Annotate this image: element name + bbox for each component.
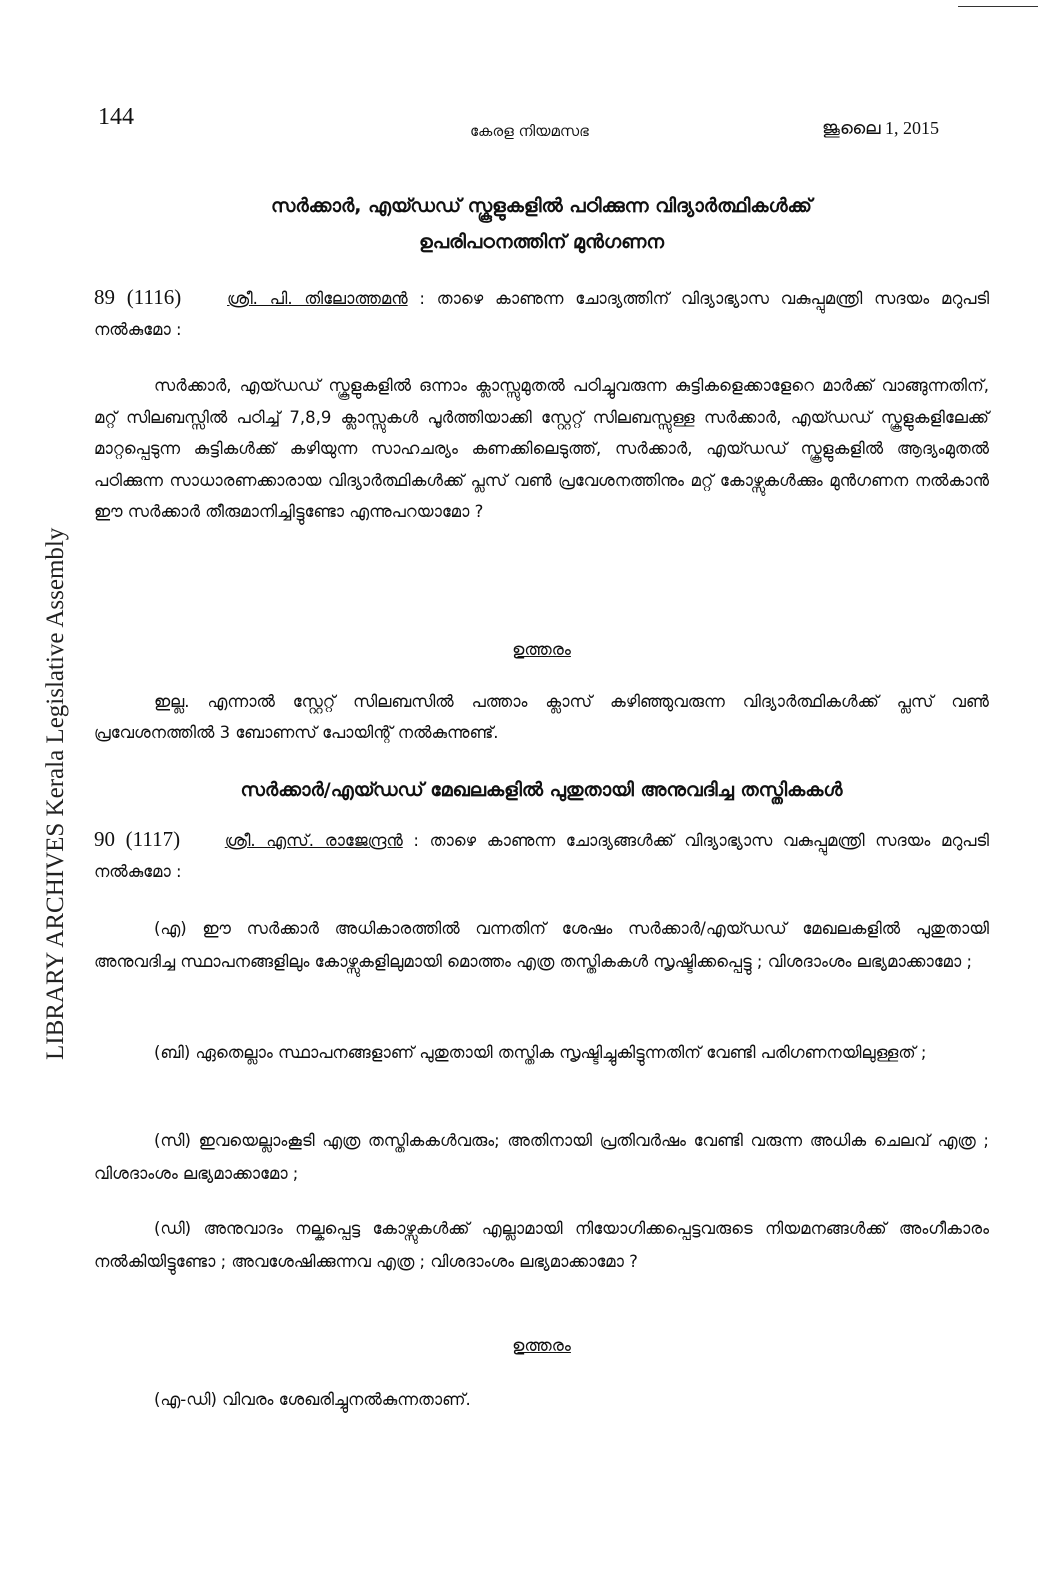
q90-item-a: (എ) ഈ സർക്കാർ അധികാരത്തിൽ വന്നതിന് ശേഷം സർക്കാർ/എയ്ഡഡ് മേഖലകളിൽ പുതുതായി അനുവദിച്ച സ്ഥാപനങ്ങളിലും കോഴ്സുകളിലുമായി മൊത്തം എത്ര തസ്തികകൾ സൃഷ്ടിക്കപ്പെട്ടു ; വിശദാംശം ലഭ്യമാക്കാമോ ; bbox=[94, 919, 989, 971]
q89-heading bbox=[94, 188, 989, 260]
q89-intro bbox=[94, 282, 989, 345]
running-date: ജൂലൈ 1, 2015 bbox=[822, 118, 939, 138]
q89-answer: ഇല്ല. എന്നാൽ സ്റ്റേറ്റ് സിലബസിൽ പത്താം ക്ലാസ് കഴിഞ്ഞുവരുന്ന വിദ്യാർത്ഥികൾക്ക് പ്ലസ് വൺ പ്രവേശനത്തിൽ 3 ബോണസ് പോയിന്റ് നൽകുന്നുണ്ട്. bbox=[94, 692, 989, 742]
q90-answer: (എ-ഡി) വിവരം ശേഖരിച്ചുനൽകുന്നതാണ്. bbox=[154, 1390, 471, 1409]
q90-intro-text: : താഴെ കാണുന്ന ചോദ്യങ്ങൾക്ക് വിദ്യാഭ്യാസ വകുപ്പുമന്ത്രി സദയം മറുപടി നൽകുമോ : bbox=[94, 831, 990, 881]
q90-member: ശ്രീ. എസ്. രാജേന്ദ്രൻ bbox=[224, 831, 403, 850]
archive-watermark: LIBRARY ARCHIVES Kerala Legislative Assembly bbox=[42, 527, 69, 1060]
q90-item-c: (സി) ഇവയെല്ലാംകൂടി എത്ര തസ്തികകൾവരും; അതിനായി പ്രതിവർഷം വേണ്ടി വരുന്ന അധിക ചെലവ് എത്ര ; വിശദാംശം ലഭ്യമാക്കാമോ ; bbox=[94, 1131, 989, 1183]
q90-heading: സർക്കാർ/എയ്ഡഡ് മേഖലകളിൽ പുതുതായി അനുവദിച്ച തസ്തികകൾ bbox=[240, 779, 843, 801]
q90-item-d: (ഡി) അനുവാദം നല്കപ്പെട്ട കോഴ്സുകൾക്ക് എല്ലാമായി നിയോഗിക്കപ്പെട്ടവരുടെ നിയമനങ്ങൾക്ക് അംഗീകാരം നൽകിയിട്ടുണ്ടോ ; അവശേഷിക്കുന്നവ എത്ര ; വിശദാംശം ലഭ്യമാക്കാമോ ? bbox=[94, 1219, 989, 1271]
q89-heading-line1: സർക്കാർ, എയ്ഡഡ് സ്കൂളുകളിൽ പഠിക്കുന്ന വിദ്യാർത്ഥികൾക്ക് bbox=[271, 195, 812, 217]
running-title: കേരള നിയമസഭ bbox=[470, 122, 589, 140]
q89-member: ശ്രീ. പി. തിലോത്തമൻ bbox=[227, 289, 408, 308]
q90-answer-label: ഉത്തരം bbox=[512, 1336, 571, 1356]
q90-number: 90 (1117) bbox=[94, 827, 181, 851]
q89-number: 89 (1116) bbox=[94, 285, 182, 309]
q89-intro-text: : താഴെ കാണുന്ന ചോദ്യത്തിന് വിദ്യാഭ്യാസ വകുപ്പുമന്ത്രി സദയം മറുപടി നൽകുമോ : bbox=[94, 289, 990, 339]
q90-intro bbox=[94, 824, 989, 887]
page-number: 144 bbox=[98, 104, 134, 130]
q89-question: സർക്കാർ, എയ്ഡഡ് സ്കൂളുകളിൽ ഒന്നാം ക്ലാസ്സുമുതൽ പഠിച്ചുവരുന്ന കുട്ടികളെക്കാളേറെ മാർക്ക് വാങ്ങുന്നതിന്, മറ്റ് സിലബസ്സിൽ പഠിച്ച് 7,8,9 ക്ലാസ്സുകൾ പൂർത്തിയാക്കി സ്റ്റേറ്റ് സിലബസ്സുള്ള സർക്കാർ, എയ്ഡഡ് സ്കൂളുകളിലേക്ക് മാറ്റപ്പെടുന്ന കുട്ടികൾക്ക് കഴിയുന്ന സാഹചര്യം കണക്കിലെടുത്ത്, സർക്കാർ, എയ്ഡഡ് സ്കൂളുകളിൽ ആദ്യംമുതൽ പഠിക്കുന്ന സാധാരണക്കാരായ വിദ്യാർത്ഥികൾക്ക് പ്ലസ് വൺ പ്രവേശനത്തിനും മറ്റ് കോഴ്സുകൾക്കും മുൻഗണന നൽകാൻ ഈ സർക്കാർ തീരുമാനിച്ചിട്ടുണ്ടോ എന്നുപറയാമോ ? bbox=[94, 376, 989, 521]
q89-heading-line2: ഉപരിപഠനത്തിന് മുൻഗണന bbox=[419, 231, 664, 253]
scan-edge-line bbox=[958, 6, 1038, 7]
q90-item-b: (ബി) ഏതെല്ലാം സ്ഥാപനങ്ങളാണ് പുതുതായി തസ്തിക സൃഷ്ടിച്ചുകിട്ടുന്നതിന് വേണ്ടി പരിഗണനയിലുള്ളത് ; bbox=[154, 1043, 927, 1062]
q89-answer-label: ഉത്തരം bbox=[512, 640, 571, 660]
